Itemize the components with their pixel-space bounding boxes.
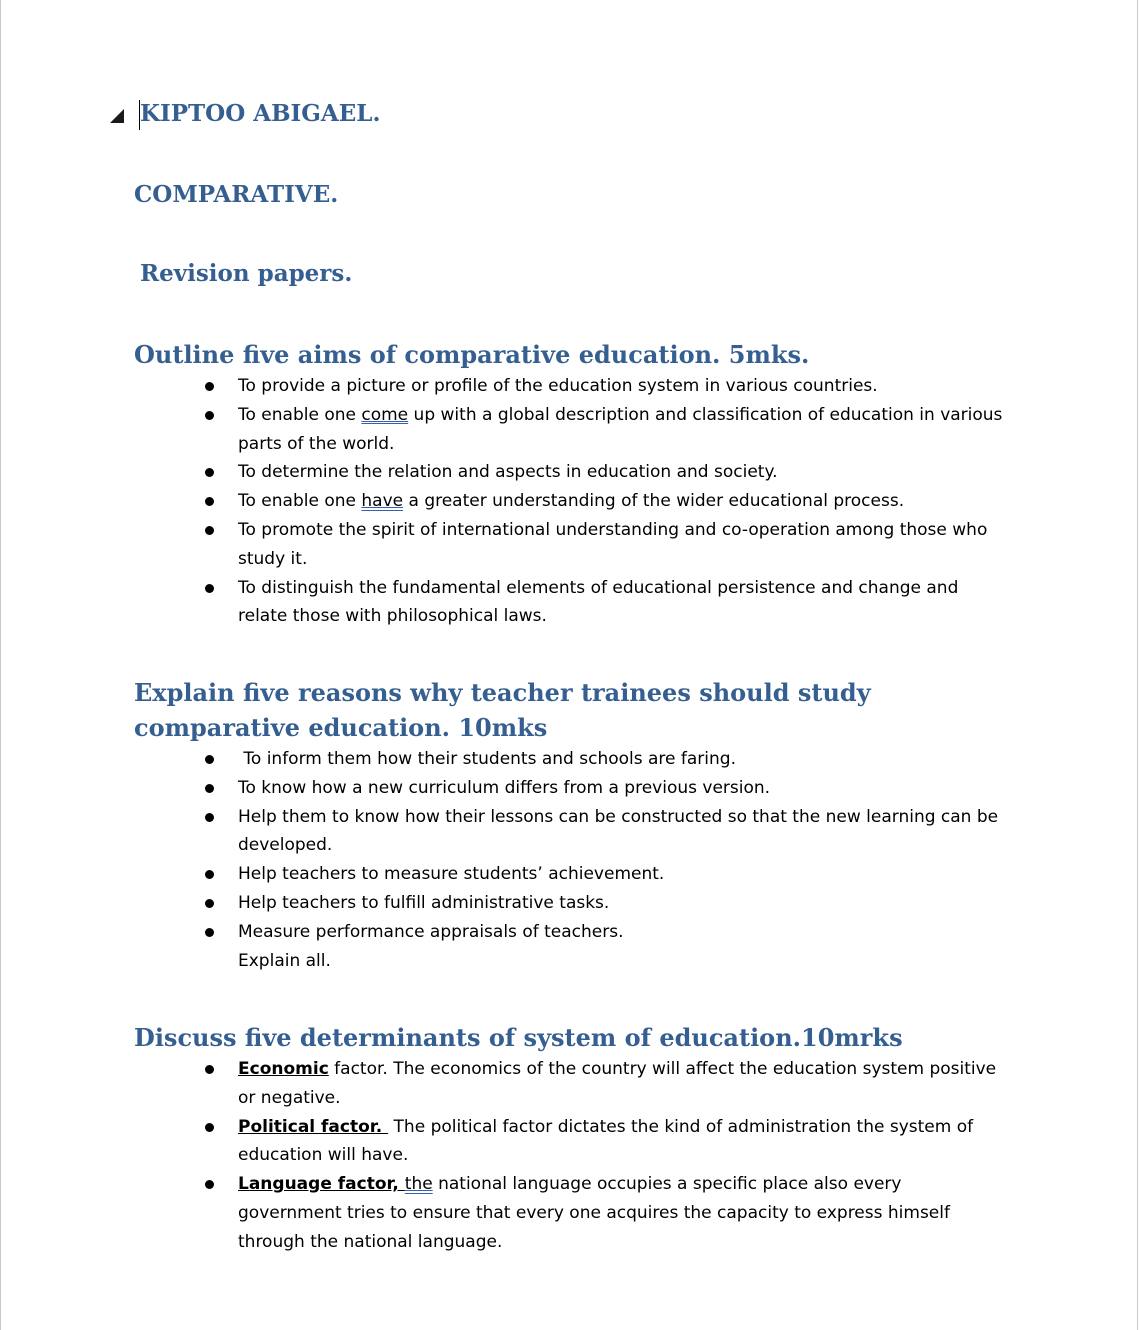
bullet-dot-icon [205,584,214,593]
grammar-flagged-word[interactable]: the [404,1174,433,1195]
grammar-flagged-word[interactable]: come [361,404,409,425]
bullet-dot-icon [205,784,214,793]
list-item[interactable]: Political factor. The political factor dictates the kind of administration the system of education will have. [238,1113,1008,1171]
list-item[interactable]: To distinguish the fundamental elements of educational persistence and change and relate those with philosophical laws. [238,574,1008,632]
bullet-dot-icon [205,1123,214,1132]
bullet-dot-icon [205,497,214,506]
list-item[interactable]: Measure performance appraisals of teachers. [238,918,1008,947]
bullet-dot-icon [205,928,214,937]
list-item[interactable]: Language factor, the national language occupies a specific place also every government tries to ensure that every one acquires the capacity to express himself through the national language. [238,1170,1008,1256]
term-label: Language factor, [238,1174,405,1195]
course-heading[interactable]: COMPARATIVE. [134,181,339,208]
list-item[interactable]: To enable one come up with a global description and classification of education in various parts of the world. [238,401,1008,459]
question-2-list [238,745,1008,947]
list-item[interactable]: Help them to know how their lessons can be constructed so that the new learning can be developed. [238,803,1008,861]
bullet-dot-icon [205,870,214,879]
bullet-dot-icon [205,899,214,908]
subtitle-heading[interactable]: Revision papers. [140,260,353,287]
author-heading[interactable]: KIPTOO ABIGAEL. [140,100,381,127]
page-left-edge [0,0,1,1330]
bullet-dot-icon [205,382,214,391]
list-item[interactable]: To inform them how their students and schools are faring. [238,745,1008,774]
page-right-edge [1137,0,1138,1330]
bullet-dot-icon [205,813,214,822]
list-item[interactable]: To determine the relation and aspects in education and society. [238,458,1008,487]
list-item[interactable]: To promote the spirit of international understanding and co-operation among those who study it. [238,516,1008,574]
list-item[interactable]: To know how a new curriculum differs from a previous version. [238,774,1008,803]
list-item[interactable]: To provide a picture or profile of the education system in various countries. [238,372,1008,401]
question-1-list [238,372,1008,631]
list-item[interactable]: Help teachers to fulfill administrative tasks. [238,889,1008,918]
collapse-triangle-icon[interactable] [110,109,124,123]
list-item[interactable]: Economic factor. The economics of the country will affect the education system positive or negative. [238,1055,1008,1113]
bullet-dot-icon [205,526,214,535]
list-item[interactable]: To enable one have a greater understanding of the wider educational process. [238,487,1008,516]
question-2-heading[interactable]: Explain five reasons why teacher trainees should study comparative education. 10mks [134,678,871,742]
bullet-dot-icon [205,755,214,764]
bullet-dot-icon [205,1065,214,1074]
question-3-list [238,1055,1008,1257]
question-3-heading[interactable]: Discuss five determinants of system of education.10mrks [134,1023,903,1052]
question-2-note[interactable]: Explain all. [238,951,331,971]
term-label: Economic [238,1059,329,1079]
question-1-heading[interactable]: Outline five aims of comparative education. 5mks. [134,340,810,369]
list-item[interactable]: Help teachers to measure students’ achievement. [238,860,1008,889]
bullet-dot-icon [205,1180,214,1189]
bullet-dot-icon [205,411,214,420]
term-label: Political factor. [238,1116,389,1137]
grammar-flagged-word[interactable]: have [361,491,404,512]
bullet-dot-icon [205,468,214,477]
